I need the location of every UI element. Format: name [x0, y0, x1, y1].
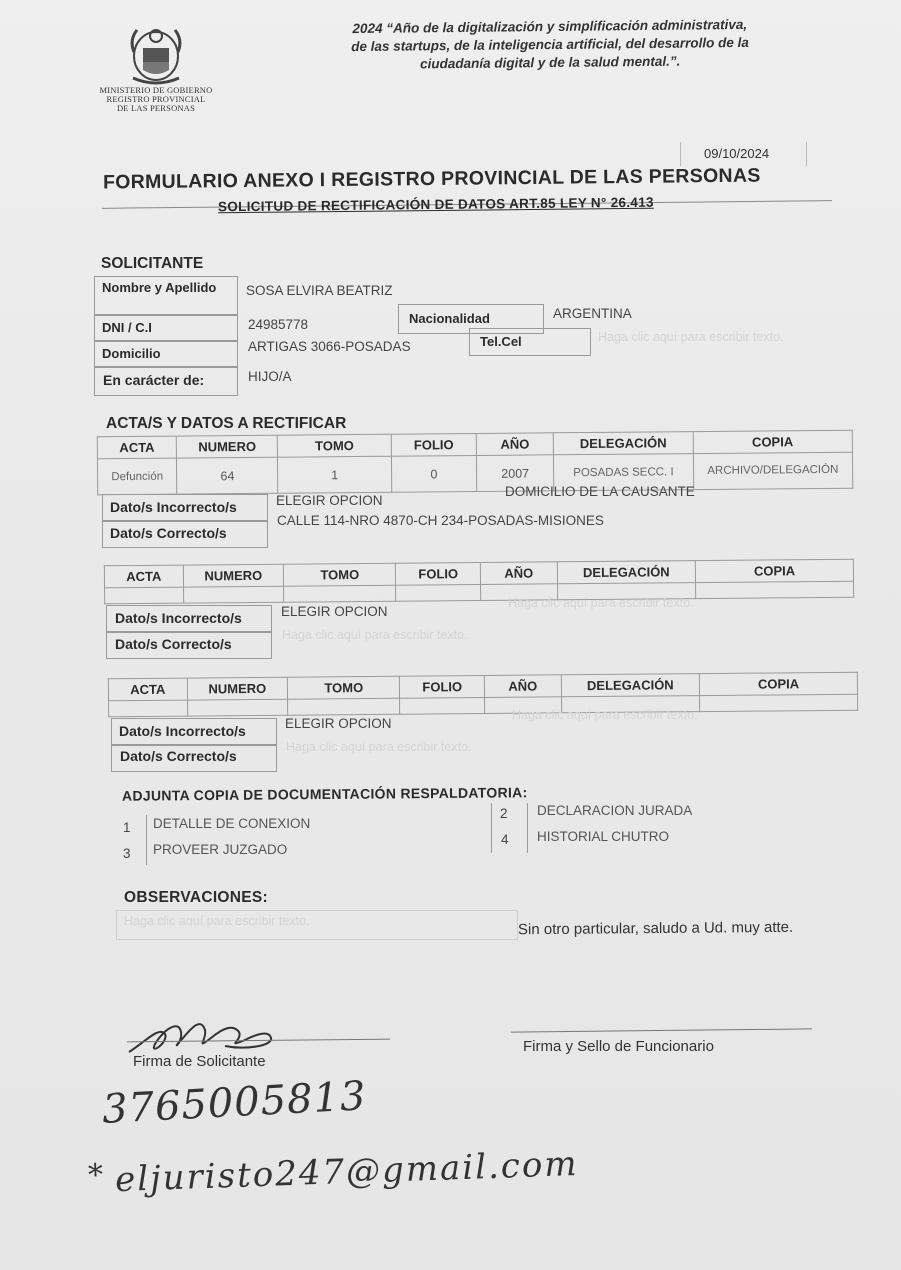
correct-text-field-1[interactable]: CALLE 114-NRO 4870-CH 234-POSADAS-MISIONES: [277, 513, 604, 528]
dni-field[interactable]: 24985778: [248, 317, 309, 332]
ministry-line-1: MINISTERIO DE GOBIERNO: [99, 85, 213, 95]
correct-label-1: Dato/s Correcto/s: [110, 525, 227, 541]
incorrect-option-select-2[interactable]: ELEGIR OPCION: [281, 604, 388, 619]
doc-num-column-right: [491, 803, 528, 853]
handwritten-phone: 3765005813: [100, 1073, 368, 1133]
quote-line-2: de las startups, de la inteligencia artificial, del desarrollo de la: [351, 34, 749, 55]
folio-field[interactable]: [400, 697, 485, 714]
col-folio: FOLIO: [396, 562, 481, 585]
copia-field[interactable]: ARCHIVO/DELEGACIÓN: [693, 452, 853, 489]
incorrect-text-field-1[interactable]: DOMICILIO DE LA CAUSANTE: [505, 484, 695, 499]
domicilio-field[interactable]: ARTIGAS 3066-POSADAS: [248, 339, 411, 354]
folio-field[interactable]: 0: [391, 455, 477, 492]
col-tomo: TOMO: [278, 434, 391, 457]
col-folio: FOLIO: [391, 433, 476, 456]
anio-field[interactable]: 2007: [476, 455, 554, 492]
acta-type-field[interactable]: [109, 700, 188, 717]
col-copia: COPIA: [695, 559, 853, 582]
incorrect-label-2: Dato/s Incorrecto/s: [115, 610, 242, 626]
coat-of-arms-icon: [121, 22, 191, 86]
documentacion-heading: ADJUNTA COPIA DE DOCUMENTACIÓN RESPALDATORIA:: [121, 784, 528, 804]
col-numero: NUMERO: [183, 564, 284, 587]
correct-label-2: Dato/s Correcto/s: [115, 636, 232, 652]
nacionalidad-field[interactable]: ARGENTINA: [553, 306, 632, 321]
caracter-field[interactable]: HIJO/A: [248, 369, 292, 384]
handwritten-email: eljuristo247@gmail.com: [114, 1143, 580, 1201]
ministry-logo: [96, 22, 216, 122]
acta-table-2: [104, 559, 854, 605]
col-numero: NUMERO: [176, 435, 277, 458]
acta-type-field[interactable]: Defunción: [97, 458, 177, 495]
acta-type-field[interactable]: [105, 587, 184, 604]
closing-text: Sin otro particular, saludo a Ud. muy atte.: [517, 918, 794, 939]
numero-field[interactable]: [187, 699, 288, 716]
telcel-label: Tel.Cel: [480, 334, 522, 349]
correct-text-field-3[interactable]: Haga clic aquí para escribir texto.: [286, 740, 472, 754]
col-acta: ACTA: [97, 436, 176, 459]
caracter-label: En carácter de:: [103, 372, 205, 388]
observaciones-field[interactable]: Haga clic aquí para escribir texto.: [124, 914, 310, 928]
nacionalidad-label: Nacionalidad: [409, 311, 490, 326]
dni-label: DNI / C.I: [102, 320, 152, 335]
doc-item-4-field[interactable]: HISTORIAL CHUTRO: [537, 829, 670, 844]
copia-field[interactable]: [696, 581, 854, 598]
doc-item-2-number: 2: [500, 806, 508, 821]
nombre-label: Nombre y Apellido: [102, 280, 217, 295]
col-anio: AÑO: [480, 562, 557, 585]
col-anio: AÑO: [476, 433, 553, 456]
domicilio-label: Domicilio: [102, 346, 161, 361]
acta-table-3: [108, 672, 858, 718]
funcionario-signature-label: Firma y Sello de Funcionario: [523, 1038, 714, 1055]
funcionario-signature-line: [511, 1028, 812, 1032]
col-delegacion: DELEGACIÓN: [553, 432, 693, 455]
correct-text-field-2[interactable]: Haga clic aquí para escribir texto.: [282, 628, 468, 642]
quote-line-3: ciudadanía digital y de la salud mental.”.: [419, 53, 681, 72]
numero-field[interactable]: [183, 586, 284, 603]
col-acta: ACTA: [104, 565, 183, 588]
col-tomo: TOMO: [288, 676, 400, 699]
doc-item-3-number: 3: [123, 846, 131, 861]
numero-field[interactable]: 64: [177, 457, 279, 494]
quote-line-1: 2024 “Año de la digitalización y simplificación administrativa,: [352, 16, 748, 37]
date-field[interactable]: 09/10/2024: [704, 146, 770, 161]
col-delegacion: DELEGACIÓN: [557, 561, 696, 584]
form-subtitle: SOLICITUD DE RECTIFICACIÓN DE DATOS ART.85 LEY N° 26.413: [217, 194, 654, 215]
nombre-field[interactable]: SOSA ELVIRA BEATRIZ: [246, 283, 393, 298]
incorrect-option-select-3[interactable]: ELEGIR OPCION: [285, 716, 392, 731]
tomo-field[interactable]: 1: [278, 456, 392, 493]
doc-item-2-field[interactable]: DECLARACION JURADA: [537, 803, 693, 818]
col-delegacion: DELEGACIÓN: [561, 674, 700, 697]
tomo-field[interactable]: [288, 698, 400, 715]
col-copia: COPIA: [693, 430, 853, 453]
ministry-line-3: DE LAS PERSONAS: [116, 103, 196, 113]
doc-item-3-field[interactable]: PROVEER JUZGADO: [153, 842, 288, 857]
col-acta: ACTA: [108, 678, 187, 701]
header-quote: [300, 15, 801, 74]
telcel-field[interactable]: Haga clic aquí para escribir texto.: [598, 330, 784, 344]
handwritten-email-bullet: *: [87, 1157, 104, 1194]
doc-item-1-number: 1: [123, 820, 131, 835]
observaciones-heading: OBSERVACIONES:: [124, 889, 269, 906]
col-tomo: TOMO: [284, 563, 396, 586]
acta-data-row: [97, 452, 852, 495]
doc-item-1-field[interactable]: DETALLE DE CONEXION: [153, 816, 311, 831]
incorrect-text-field-2[interactable]: Haga clic aquí para escribir texto.: [508, 596, 694, 610]
col-folio: FOLIO: [400, 675, 485, 698]
incorrect-option-select-1[interactable]: ELEGIR OPCION: [276, 493, 383, 508]
solicitante-heading: SOLICITANTE: [101, 255, 204, 272]
incorrect-label-3: Dato/s Incorrecto/s: [119, 723, 246, 739]
incorrect-text-field-3[interactable]: Haga clic aquí para escribir texto.: [512, 708, 698, 722]
folio-field[interactable]: [396, 584, 481, 601]
col-copia: COPIA: [699, 672, 857, 695]
doc-item-4-number: 4: [501, 832, 509, 847]
tomo-field[interactable]: [284, 585, 396, 602]
col-anio: AÑO: [484, 675, 561, 698]
actas-heading: ACTA/S Y DATOS A RECTIFICAR: [106, 415, 347, 432]
copia-field[interactable]: [700, 694, 858, 711]
ministry-line-2: REGISTRO PROVINCIAL: [106, 94, 206, 104]
delegacion-field[interactable]: POSADAS SECC. I: [554, 454, 694, 491]
incorrect-label-1: Dato/s Incorrecto/s: [110, 499, 237, 515]
col-numero: NUMERO: [187, 677, 288, 700]
correct-label-3: Dato/s Correcto/s: [120, 748, 237, 764]
form-title: FORMULARIO ANEXO I REGISTRO PROVINCIAL DE LAS PERSONAS: [102, 164, 761, 194]
solicitante-signature-label: Firma de Solicitante: [133, 1053, 266, 1070]
acta-table-1: [97, 430, 853, 496]
